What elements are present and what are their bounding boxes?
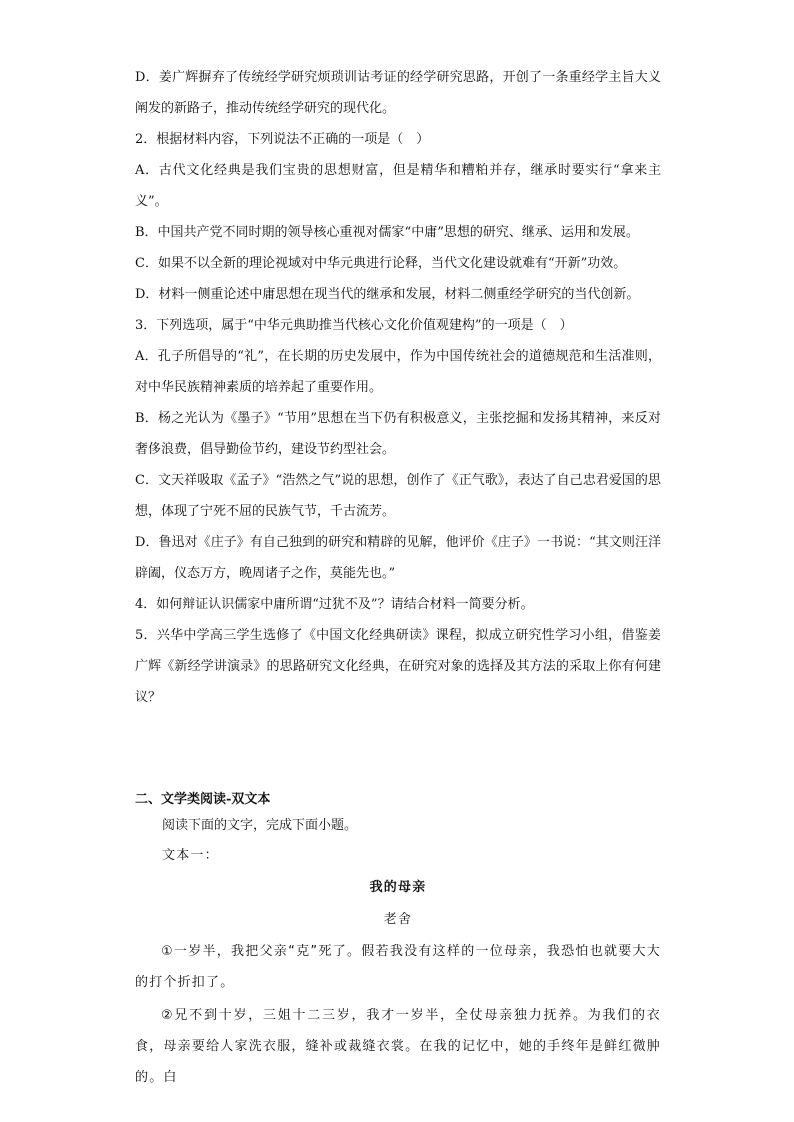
q2-option-d: D．材料一侧重论述中庸思想在现当代的继承和发展，材料二侧重经学研究的当代创新。 [135,287,640,302]
article-paragraph-1: ①一岁半，我把父亲“克”死了。假若我没有这样的一位母亲，我恐怕也就要大大的打个折扣了。 [135,944,661,990]
q2-option-b: B．中国共产党不同时期的领导核心重视对儒家“中庸”思想的研究、继承、运用和发展。 [135,225,639,240]
q5-question: 5．兴华中学高三学生选修了《中国文化经典研读》课程，拟成立研究性学习小组，借鉴姜广辉《新经学讲演录》的思路研究文化经典，在研究对象的选择及其方法的采取上你有何建议？ [135,628,661,705]
q3-option-d: D．鲁迅对《庄子》有自己独到的研究和精辟的见解，他评价《庄子》一书说：“其文则汪洋辟阖，仪态万方，晚周诸子之作，莫能先也。” [135,535,661,581]
text-one-label: 文本一： [162,848,219,863]
q4-question: 4．如何辩证认识儒家中庸所谓“过犹不及”？请结合材料一简要分析。 [135,597,534,612]
q3-option-b: B．杨之光认为《墨子》“节用”思想在当下仍有积极意义，主张挖掘和发扬其精神，来反对奢侈浪费，倡导勤俭节约，建设节约型社会。 [135,411,661,457]
q2-stem: 2．根据材料内容，下列说法不正确的一项是（ ） [135,132,430,147]
q3-option-a: A．孔子所倡导的“礼”，在长期的历史发展中，作为中国传统社会的道德规范和生活准则，对中华民族精神素质的培养起了重要作用。 [135,349,661,395]
section-2-title: 二、文学类阅读-双文本 [135,792,271,807]
reading-instruction: 阅读下面的文字，完成下面小题。 [162,818,358,833]
q3-stem: 3．下列选项，属于“中华元典助推当代核心文化价值观建构”的一项是（ ） [135,318,573,333]
q1-option-d: D．姜广辉摒弃了传统经学研究烦琐训诂考证的经学研究思路，开创了一条重经学主旨大义阐发的新路子，推动传统经学研究的现代化。 [135,70,661,116]
q3-option-c: C．文天祥吸取《孟子》“浩然之气”说的思想，创作了《正气歌》，表达了自己忠君爱国的思想，体现了宁死不屈的民族气节，千古流芳。 [135,473,661,519]
article-title: 我的母亲 [369,880,427,895]
article-author: 老舍 [383,912,413,927]
q2-option-c: C．如果不以全新的理论视域对中华元典进行论释，当代文化建设就难有“开新”功效。 [135,256,627,271]
q2-option-a: A．古代文化经典是我们宝贵的思想财富，但是精华和糟粕并存，继承时要实行“拿来主义”。 [135,163,661,209]
article-paragraph-2: ②兄不到十岁，三姐十二三岁，我才一岁半，全仗母亲独力抚养。为我们的衣食，母亲要给人家洗衣服，缝补或裁缝衣裳。在我的记忆中，她的手终年是鲜红微肿的。白 [135,1008,661,1085]
